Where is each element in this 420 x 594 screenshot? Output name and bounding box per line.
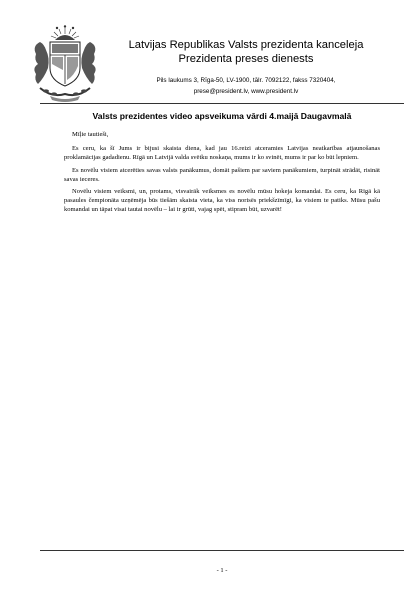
page-number: - 1 -: [216, 567, 228, 574]
organization-name: Latvijas Republikas Valsts prezidenta kanceleja: [128, 39, 364, 51]
contact-address: Pils laukums 3, Rīga-50, LV-1900, tālr. 7092122, fakss 7320404,: [156, 77, 336, 84]
letterhead: [106, 38, 386, 66]
contact-web: prese@president.lv, www.president.lv: [193, 88, 299, 95]
document-title: Valsts prezidentes video apsveikuma vārdi 4.maijā Daugavmalā: [92, 111, 352, 121]
document-body: [64, 131, 380, 215]
department-name: Prezidenta preses dienests: [178, 53, 314, 65]
paragraph-1: Es ceru, ka šī Jums ir bijusi skaista diena, kad jau 16.reizi atceramies Latvijas neatkarības atjaunošanas proklamācijas gadadienu. Rīgā un Latvijā valda svētku noskaņa, mums ir ko svinēt, mums ir par ko būt lepniem.: [64, 145, 380, 162]
contact-info: [106, 75, 386, 97]
greeting: Mīļie tautieši,: [72, 131, 109, 138]
footer-divider: [40, 550, 404, 551]
paragraph-2: Es novēlu visiem atcerēties savas valsts panākumus, domāt pašiem par saviem panākumiem, turpināt strādāt, risināt savas ieceres.: [64, 166, 380, 183]
paragraph-3: Novēlu visiem veiksmi, un, protams, visvairāk veiksmes es novēlu mūsu hokeja komandai. Es ceru, ka Rīgā kā pasaules čempionāta uzņēmēja būs tiešām skaista vieta, ka viss norisēs priekšzīmīgi, ka visiem te patiks. Mūsu pašu komandai un tāpat visai tautai novēlu – lai ir grūti, vajag spēt, stipram būt, uzvarēt!: [64, 188, 380, 214]
header-divider: [40, 103, 404, 104]
latvia-coat-of-arms-icon: [26, 24, 104, 102]
